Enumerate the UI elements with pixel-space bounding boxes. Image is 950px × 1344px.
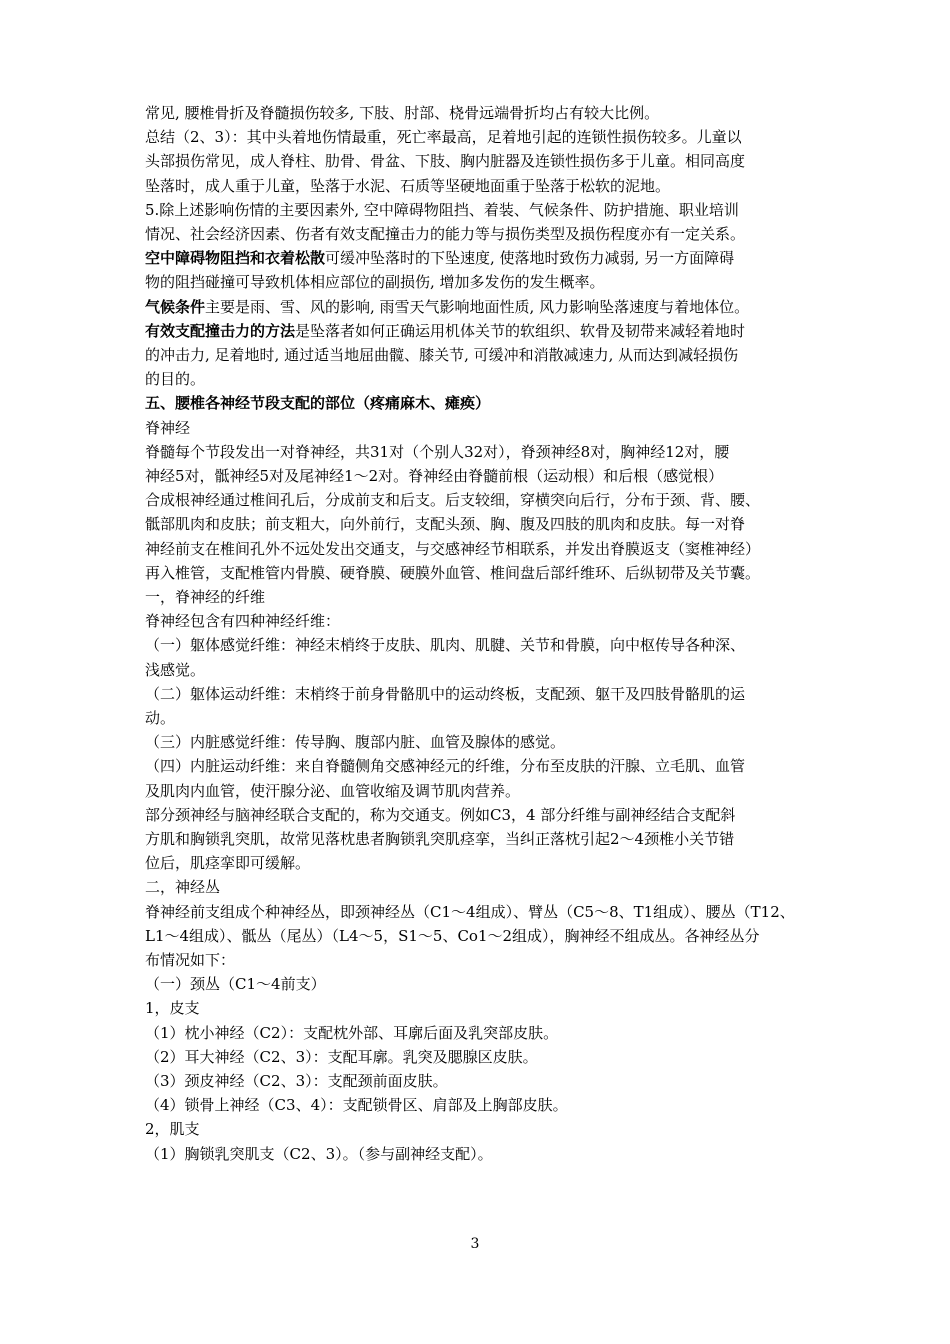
line-text: （三）内脏感觉纤维：传导胸、腹部内脏、血管及腺体的感觉。 — [145, 733, 566, 752]
line-text: （3）颈皮神经（C2、3）：支配颈前面皮肤。 — [145, 1072, 448, 1090]
line-text: 2，肌支 — [145, 1120, 200, 1139]
text-line — [145, 319, 825, 343]
line-text: 主要是雨、雪、风的影响, 雨雪天气影响地面性质, 风力影响坠落速度与着地体位。 — [205, 297, 750, 316]
bold-phrase: 气候条件 — [145, 297, 206, 316]
text-line — [145, 706, 825, 730]
text-line — [145, 585, 825, 609]
text-line — [145, 682, 825, 706]
bold-phrase: 空中障碍物阻挡和衣着松散 — [145, 249, 326, 268]
line-text: 常见, 腰椎骨折及脊髓损伤较多, 下肢、肘部、桡骨远端骨折均占有较大比例。 — [145, 104, 660, 122]
text-line — [145, 1069, 825, 1093]
text-line — [145, 803, 825, 827]
text-line — [145, 101, 825, 125]
line-text: 物的阻挡碰撞可导致机体相应部位的副损伤, 增加多发伤的发生概率。 — [145, 273, 605, 292]
text-line — [145, 464, 825, 488]
text-line — [145, 633, 825, 657]
text-line — [145, 270, 825, 294]
line-text: 骶部肌肉和皮肤；前支粗大，向外前行，支配头颈、胸、腹及四肢的肌肉和皮肤。每一对脊 — [145, 515, 746, 534]
text-line — [145, 440, 825, 464]
line-text: （二）躯体运动纤维：末梢终于前身骨骼肌中的运动终板，支配颈、躯干及四肢骨骼肌的运 — [145, 684, 746, 703]
line-text: 及肌肉内血管，使汗腺分泌、血管收缩及调节肌肉营养。 — [145, 781, 521, 800]
line-text: 合成根神经通过椎间孔后，分成前支和后支。后支较细，穿横突向后行，分布于颈、背、腰、 — [145, 491, 761, 510]
line-text: 神经5对，骶神经5对及尾神经1～2对。脊神经由脊髓前根（运动根）和后根（感觉根） — [145, 467, 724, 485]
text-line — [145, 149, 825, 173]
text-line — [145, 609, 825, 633]
line-text: 神经前支在椎间孔外不远处发出交通支，与交感神经节相联系，并发出脊膜返支（窦椎神经） — [145, 539, 761, 558]
text-line — [145, 488, 825, 512]
line-text: 的目的。 — [145, 370, 206, 389]
line-text: 可缓冲坠落时的下坠速度, 使落地时致伤力减弱, 另一方面障碍 — [325, 249, 735, 268]
page-number: 3 — [470, 1236, 480, 1252]
text-line — [145, 512, 825, 536]
bold-phrase: 有效支配撞击力的方法 — [145, 321, 296, 340]
line-text: 的冲击力, 足着地时, 通过适当地屈曲髋、膝关节, 可缓冲和消散减速力, 从而达到减轻损伤 — [145, 346, 739, 364]
text-line — [145, 537, 825, 561]
text-line — [145, 851, 825, 875]
text-line — [145, 972, 825, 996]
line-text: 脊神经前支组成个种神经丛，即颈神经丛（C1～4组成）、臂丛（C5～8、T1组成）、腰丛（T12、 — [145, 902, 795, 921]
line-text: 位后，肌痉挛即可缓解。 — [145, 854, 311, 873]
text-line — [145, 367, 825, 391]
line-text: 总结（2、3）：其中头着地伤情最重，死亡率最高，足着地引起的连锁性损伤较多。儿童以 — [145, 128, 742, 147]
text-line — [145, 295, 825, 319]
line-text: 是坠落者如何正确运用机体关节的软组织、软骨及韧带来减轻着地时 — [295, 321, 746, 340]
text-line — [145, 754, 825, 778]
text-line — [145, 924, 825, 948]
text-line — [145, 125, 825, 149]
line-text: （4）锁骨上神经（C3、4）：支配锁骨区、肩部及上胸部皮肤。 — [145, 1096, 568, 1115]
text-line — [145, 174, 825, 198]
text-line — [145, 1045, 825, 1069]
text-line — [145, 561, 825, 585]
text-line — [145, 900, 825, 924]
line-text: 浅感觉。 — [145, 660, 206, 679]
line-text: L1～4组成）、骶丛（尾丛）（L4～5，S1～5、Co1～2组成），胸神经不组成丛。各神经丛分 — [145, 926, 760, 945]
line-text: （一）颈丛（C1～4前支） — [145, 975, 326, 994]
text-line — [145, 658, 825, 682]
line-text: （四）内脏运动纤维：来自脊髓侧角交感神经元的纤维，分布至皮肤的汗腺、立毛肌、血管 — [145, 757, 746, 776]
text-line — [145, 416, 825, 440]
line-text: 布情况如下： — [145, 951, 236, 969]
text-line — [145, 198, 825, 222]
text-line — [145, 948, 825, 972]
text-line — [145, 1117, 825, 1141]
line-text: 部分颈神经与脑神经联合支配的，称为交通支。例如C3，4 部分纤维与副神经结合支配斜 — [145, 805, 736, 824]
text-line — [145, 1021, 825, 1045]
line-text: 脊神经包含有四种神经纤维： — [145, 612, 341, 631]
text-line — [145, 827, 825, 851]
text-line — [145, 246, 825, 270]
line-text: 坠落时，成人重于儿童，坠落于水泥、石质等坚硬地面重于坠落于松软的泥地。 — [145, 176, 671, 195]
line-text: （1）胸锁乳突肌支（C2、3）。（参与副神经支配）。 — [145, 1144, 493, 1163]
line-text: （一）躯体感觉纤维：神经末梢终于皮肤、肌肉、肌腱、关节和骨膜，向中枢传导各种深、 — [145, 636, 746, 655]
line-text: 脊髓每个节段发出一对脊神经，共31对（个别人32对），脊颈神经8对，胸神经12对，腰 — [145, 442, 730, 461]
line-text: 二，神经丛 — [145, 878, 221, 897]
line-text: 方肌和胸锁乳突肌，故常见落枕患者胸锁乳突肌痉挛，当纠正落枕引起2～4颈椎小关节错 — [145, 830, 735, 848]
text-line — [145, 875, 825, 899]
line-text: 1，皮支 — [145, 999, 200, 1018]
text-line — [145, 343, 825, 367]
line-text: （2）耳大神经（C2、3）：支配耳廓。乳突及腮腺区皮肤。 — [145, 1047, 538, 1066]
text-line — [145, 730, 825, 754]
text-line — [145, 222, 825, 246]
line-text: 情况、社会经济因素、伤者有效支配撞击力的能力等与损伤类型及损伤程度亦有一定关系。 — [145, 225, 746, 243]
line-text: 头部损伤常见，成人脊柱、肋骨、骨盆、下肢、胸内脏器及连锁性损伤多于儿童。相同高度 — [145, 152, 746, 171]
bold-phrase: 五、腰椎各神经节段支配的部位（疼痛麻木、瘫痪） — [145, 394, 491, 413]
text-line — [145, 1093, 825, 1117]
text-line — [145, 1142, 825, 1166]
text-line — [145, 391, 825, 415]
line-text: 动。 — [145, 709, 176, 727]
line-text: 脊神经 — [145, 418, 191, 437]
line-text: 一，脊神经的纤维 — [145, 588, 266, 606]
line-text: （1）枕小神经（C2）：支配枕外部、耳廓后面及乳突部皮肤。 — [145, 1023, 559, 1042]
line-text: 再入椎管，支配椎管内骨膜、硬脊膜、硬膜外血管、椎间盘后部纤维环、后纵韧带及关节囊。 — [145, 563, 761, 582]
text-line — [145, 779, 825, 803]
text-line — [145, 996, 825, 1020]
line-text: 5.除上述影响伤情的主要因素外, 空中障碍物阻挡、着装、气候条件、防护措施、职业培训 — [145, 200, 739, 219]
